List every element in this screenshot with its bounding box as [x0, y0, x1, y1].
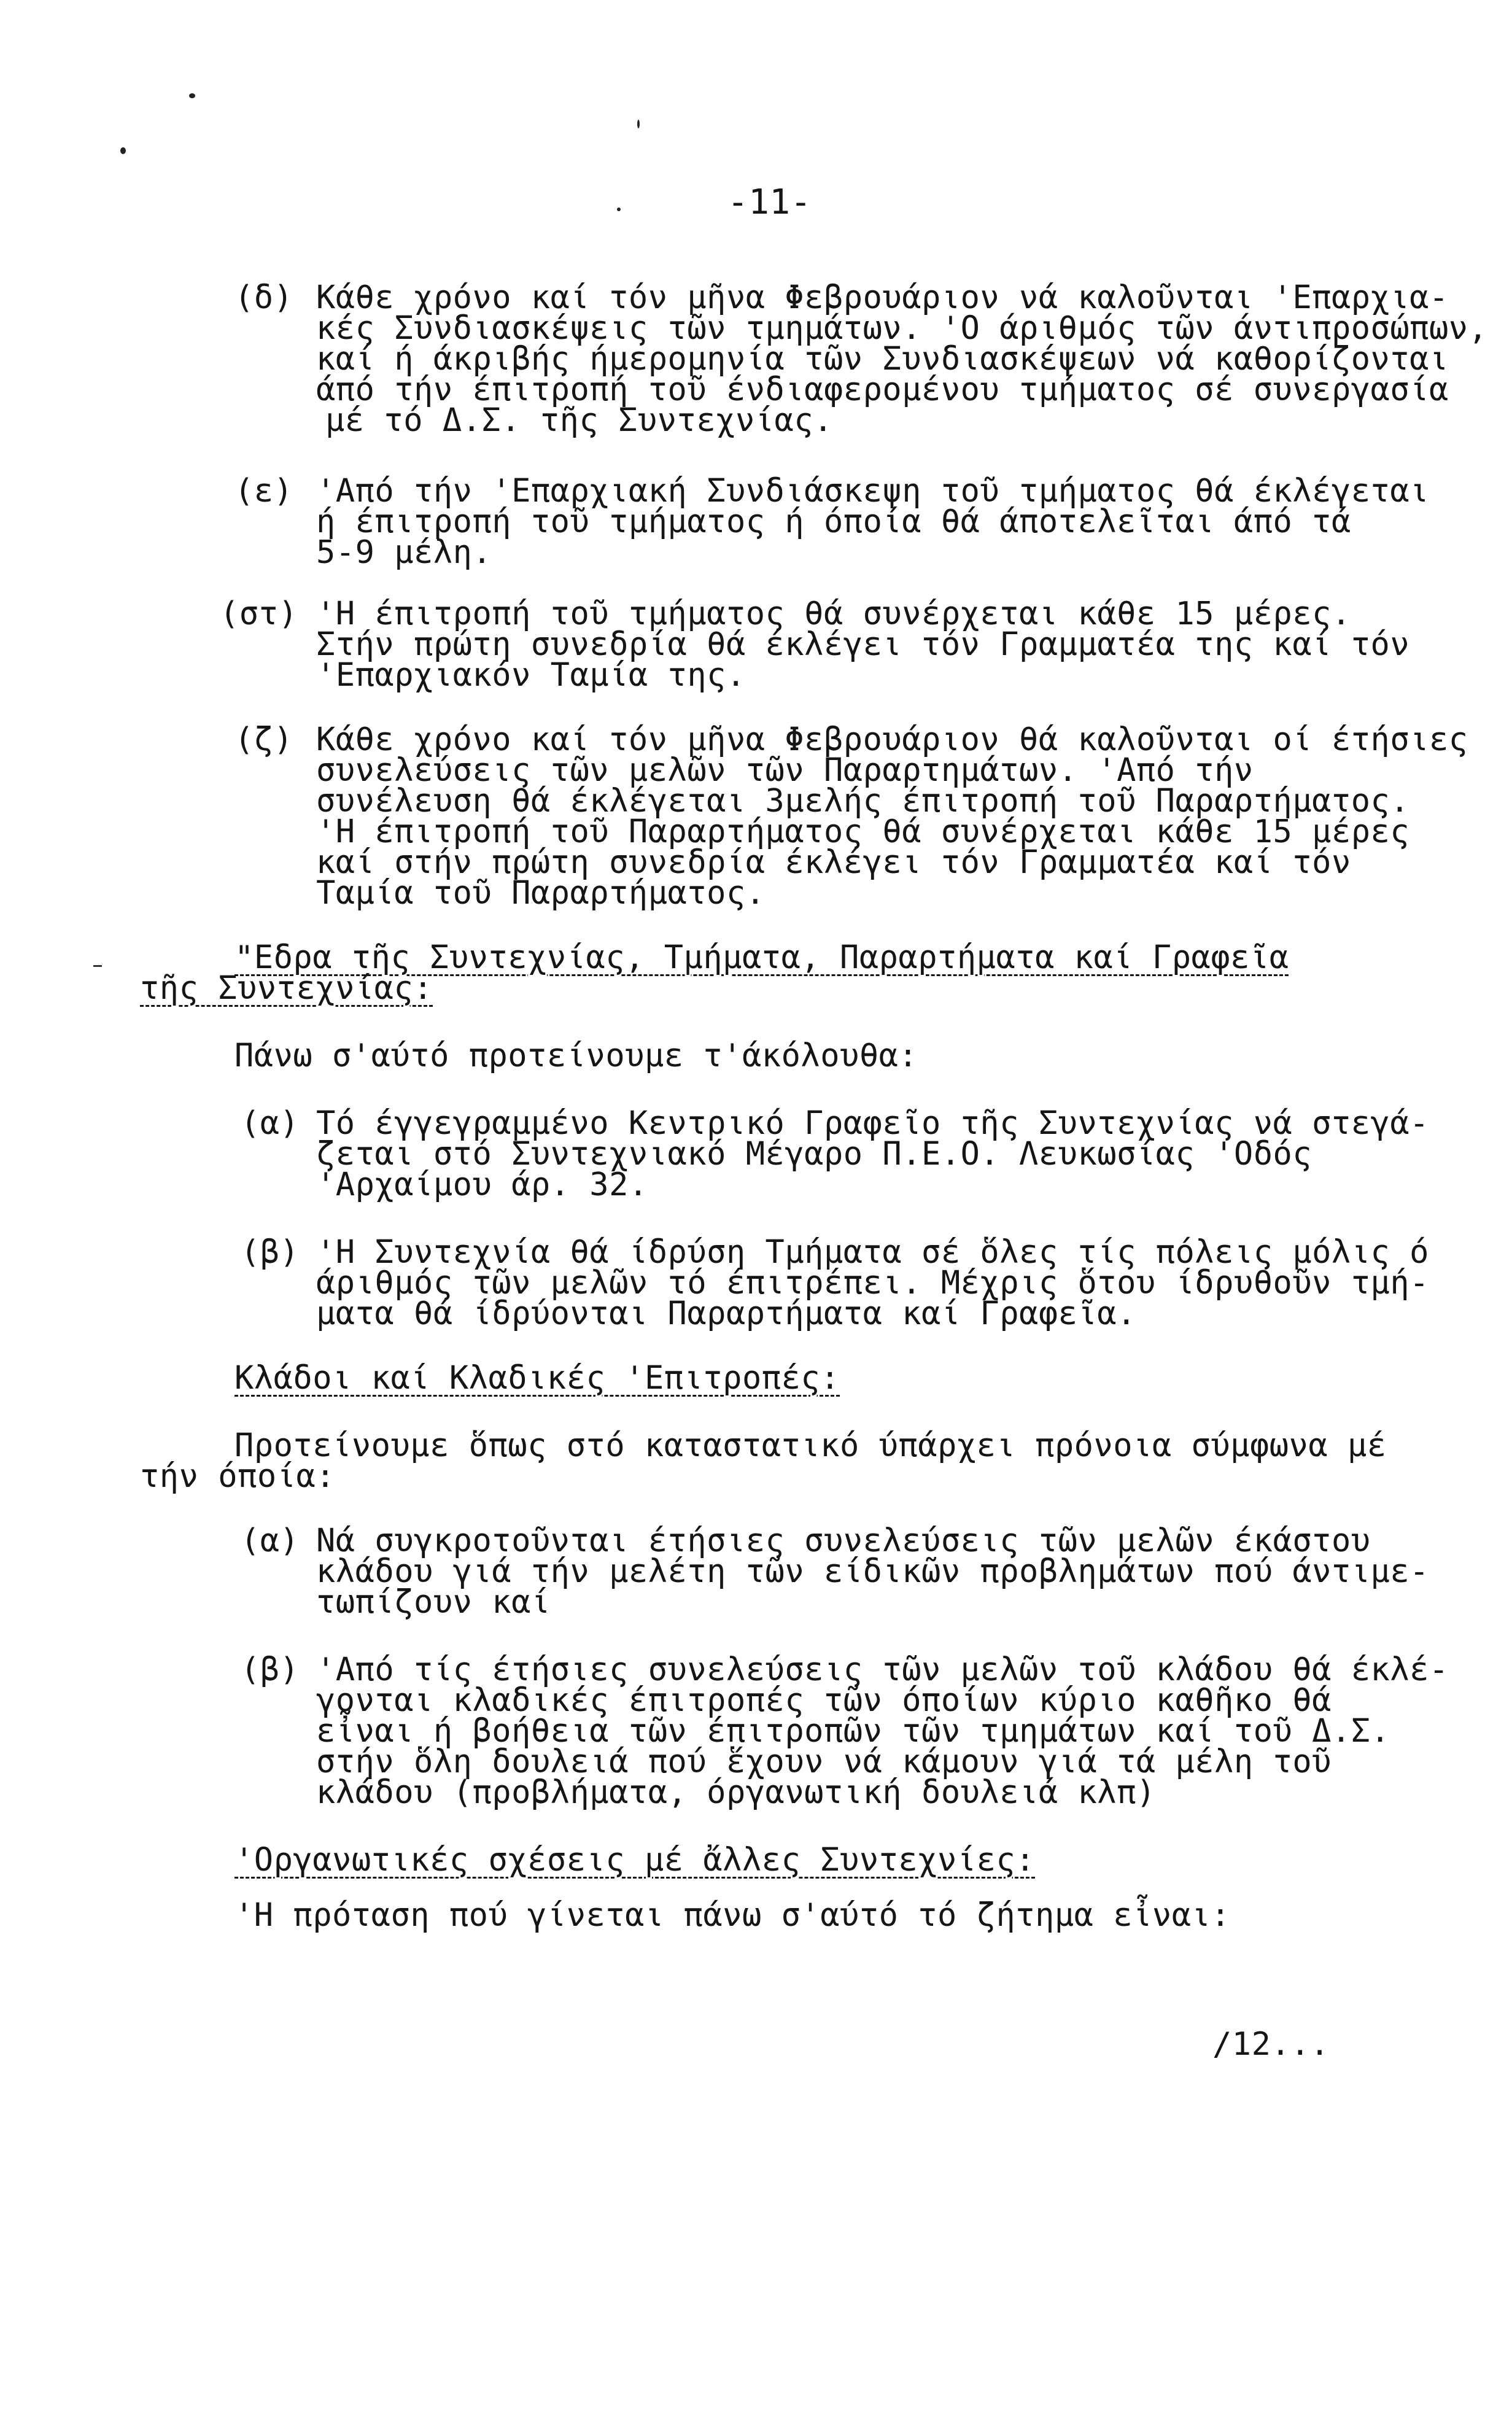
text-line: συνέλευση θά έκλέγεται 3μελής έπιτροπή τοῦ Παραρτήματος.	[316, 783, 1410, 820]
paragraph-text: τήν όποία:	[140, 1458, 336, 1495]
section-heading: "Εδρα τῆς Συντεχνίας, Τμήματα, Παραρτήματα καί Γραφεῖα	[235, 939, 1289, 976]
scan-speck	[617, 208, 621, 211]
text-line: 'Η Συντεχνία θά ίδρύση Τμήματα σέ ὅλες τίς πόλεις μόλις ό	[316, 1234, 1429, 1271]
section-heading: Κλάδοι καί Κλαδικές 'Επιτροπές:	[235, 1360, 840, 1397]
text-line: Ταμία τοῦ Παραρτήματος.	[316, 875, 766, 912]
text-line: 'Η έπιτροπή τοῦ τμήματος θά συνέρχεται κάθε 15 μέρες.	[316, 595, 1351, 632]
text-line: τωπίζουν καί	[316, 1584, 551, 1621]
text-line: συνελεύσεις τῶν μελῶν τῶν Παραρτημάτων. 'Από τήν	[316, 752, 1254, 789]
text-line: γονται κλαδικές έπιτροπές τῶν όποίων κύριο καθῆκο θά	[316, 1682, 1332, 1719]
continuation-marker: /12...	[1212, 2026, 1330, 2063]
text-line: 5-9 μέλη.	[316, 534, 492, 571]
item-marker: (δ)	[235, 279, 293, 316]
text-line: εἶναι ή βοήθεια τῶν έπιτροπῶν τῶν τμημάτων καί τοῦ Δ.Σ.	[316, 1713, 1390, 1750]
scan-speck	[189, 93, 195, 98]
section-heading: τῆς Συντεχνίας:	[140, 970, 433, 1007]
text-line: 'Από τίς έτήσιες συνελεύσεις τῶν μελῶν τοῦ κλάδου θά έκλέ-	[316, 1651, 1449, 1688]
paragraph-text: 'Η πρόταση πού γίνεται πάνω σ'αύτό τό ζήτημα εἶναι:	[235, 1897, 1231, 1934]
item-marker: (στ)	[220, 595, 298, 632]
text-line: ή έπιτροπή τοῦ τμήματος ή όποία θά άποτελεῖται άπό τά	[316, 503, 1351, 540]
text-line: 'Επαρχιακόν Ταμία της.	[316, 657, 746, 694]
scan-speck	[120, 147, 126, 154]
text-line: 'Αρχαίμου άρ. 32.	[316, 1166, 648, 1203]
text-line: καί στήν πρώτη συνεδρία έκλέγει τόν Γραμματέα καί τόν	[316, 844, 1351, 881]
item-marker: (α)	[241, 1105, 300, 1142]
text-line: Στήν πρώτη συνεδρία θά έκλέγει τόν Γραμματέα της καί τόν	[316, 626, 1410, 663]
item-marker: (β)	[241, 1651, 300, 1688]
margin-tick	[93, 965, 102, 967]
item-marker: (ζ)	[235, 721, 293, 758]
text-line: καί ή άκριβής ήμερομηνία τῶν Συνδιασκέψεων νά καθορίζονται	[316, 341, 1449, 378]
text-line: Κάθε χρόνο καί τόν μῆνα Φεβρουάριον θά καλοῦνται οί έτήσιες	[316, 721, 1468, 758]
text-line: κλάδου γιά τήν μελέτη τῶν είδικῶν προβλημάτων πού άντιμε-	[316, 1553, 1429, 1590]
text-line: ματα θά ίδρύονται Παραρτήματα καί Γραφεῖα.	[316, 1295, 1136, 1332]
text-line: στήν ὅλη δουλειά πού ἕχουν νά κάμουν γιά τά μέλη τοῦ	[316, 1744, 1332, 1780]
text-line: Κάθε χρόνο καί τόν μῆνα Φεβρουάριον νά καλοῦνται 'Επαρχια-	[316, 279, 1449, 316]
text-line: Νά συγκροτοῦνται έτήσιες συνελεύσεις τῶν μελῶν έκάστου	[316, 1523, 1371, 1559]
page-number: -11-	[727, 182, 812, 222]
item-marker: (ε)	[235, 473, 293, 510]
text-line: ζεται στό Συντεχνιακό Μέγαρο Π.Ε.Ο. Λευκωσίας 'Οδός	[316, 1136, 1312, 1173]
text-line: άριθμός τῶν μελῶν τό έπιτρέπει. Μέχρις ὅτου ίδρυθοῦν τμή-	[316, 1265, 1429, 1301]
text-line: 'Από τήν 'Επαρχιακή Συνδιάσκεψη τοῦ τμήματος θά έκλέγεται	[316, 473, 1429, 510]
paragraph-text: Πάνω σ'αύτό προτείνουμε τ'άκόλουθα:	[235, 1038, 918, 1074]
text-line: κλάδου (προβλήματα, όργανωτική δουλειά κλπ)	[316, 1774, 1156, 1811]
text-line: κές Συνδιασκέψεις τῶν τμημάτων. 'Ο άριθμός τῶν άντιπροσώπων,	[316, 310, 1488, 347]
text-line: Τό έγγεγραμμένο Κεντρικό Γραφεῖο τῆς Συντεχνίας νά στεγά-	[316, 1105, 1429, 1142]
text-line: άπό τήν έπιτροπή τοῦ ένδιαφερομένου τμήματος σέ συνεργασία	[316, 371, 1449, 408]
item-marker: (α)	[241, 1523, 300, 1559]
section-heading: 'Οργανωτικές σχέσεις μέ ἄλλες Συντεχνίες:	[235, 1842, 1036, 1879]
paragraph-text: Προτείνουμε ὅπως στό καταστατικό ύπάρχει πρόνοια σύμφωνα μέ	[235, 1427, 1387, 1464]
text-line: 'Η έπιτροπή τοῦ Παραρτήματος θά συνέρχεται κάθε 15 μέρες	[316, 813, 1410, 850]
scan-speck	[637, 120, 640, 128]
text-line: μέ τό Δ.Σ. τῆς Συντεχνίας.	[325, 402, 833, 439]
item-marker: (β)	[241, 1234, 300, 1271]
